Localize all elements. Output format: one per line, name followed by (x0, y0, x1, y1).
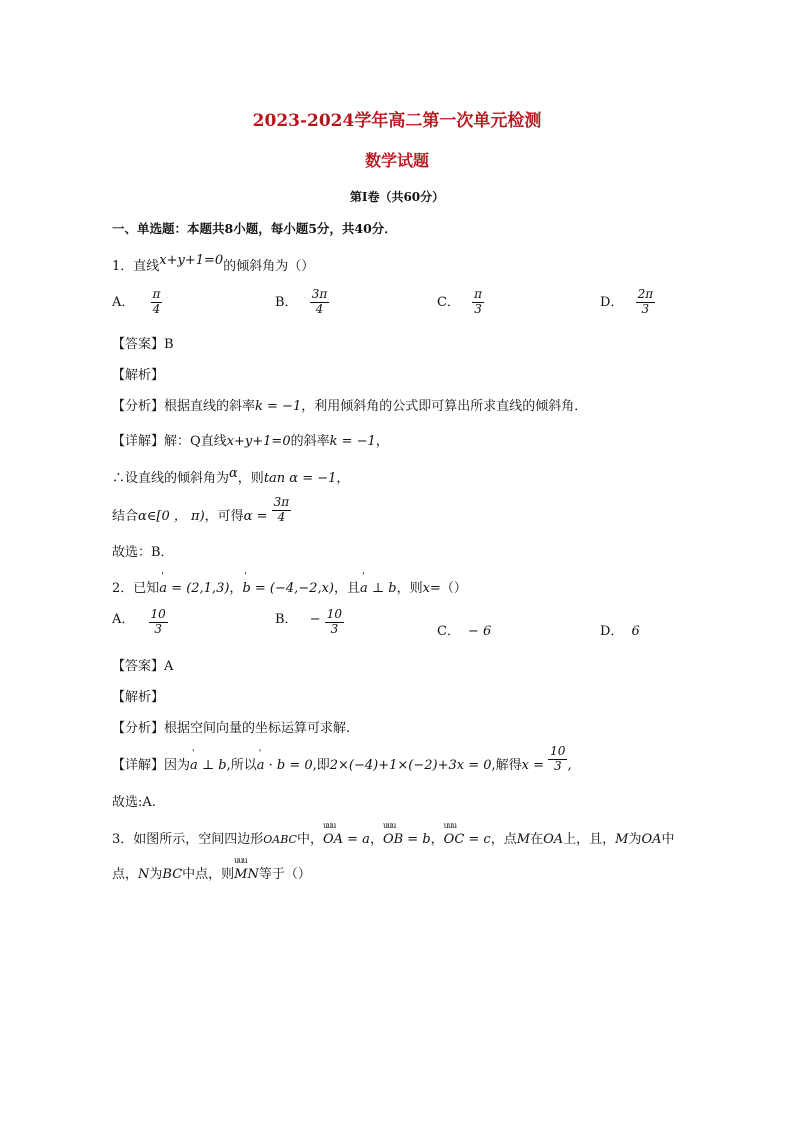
slope-expr: k = −1 (329, 434, 376, 449)
q2-post: ，则 (396, 581, 423, 596)
q3-mid: 中， (296, 832, 323, 847)
denominator: 3 (154, 621, 162, 636)
punct: ， (336, 471, 350, 486)
punct: ， (430, 832, 444, 847)
detail-text: 的斜率 (290, 434, 330, 449)
x-fraction (548, 745, 567, 774)
vector-oc: uuu OC = c (444, 832, 491, 847)
document-subtitle: 数学试题 (364, 151, 429, 170)
q1-option-b (275, 288, 329, 317)
alpha-symbol: α (229, 466, 238, 481)
q1-detail-line2 (112, 467, 349, 486)
q1-answer: 【答案】B (112, 337, 174, 352)
detail-prefix: 【详解】因为 (112, 757, 191, 773)
denominator: 3 (474, 301, 482, 316)
punct: ， (229, 581, 243, 596)
q3-text: 点， (112, 867, 139, 882)
detail-text: 直线 (200, 434, 227, 449)
part-heading: 第Ⅰ卷（共60分） (349, 190, 445, 204)
x-eq: x= (422, 581, 441, 596)
q1-option-d (600, 288, 655, 317)
question-3-stem-line2 (112, 863, 311, 882)
q2-choose: 故选:A. (112, 795, 156, 810)
segment-bc: BC (162, 867, 183, 882)
option-label: B． (275, 294, 298, 310)
detail-prefix: 【详解】解： (112, 434, 191, 449)
q2-option-c (437, 620, 491, 639)
alpha-fraction (272, 496, 292, 525)
point-m: M (615, 832, 629, 847)
detail-text: ∴设直线的倾斜角为 (112, 471, 230, 486)
numerator: 10 (326, 607, 343, 621)
numerator: 2π (637, 287, 654, 301)
segment-oa: OA (641, 832, 662, 847)
minus-sign: − (309, 611, 321, 627)
question-1-stem (112, 255, 314, 274)
detail-text: ,解得 (491, 757, 522, 773)
q1-pre: 1．直线 (112, 259, 160, 274)
q2-end: （） (440, 581, 467, 596)
numerator: 3π (273, 495, 290, 509)
q3-text: 等于（） (258, 867, 311, 882)
q1-expr: x+y+1=0 (159, 253, 224, 268)
perp-expr: ' a ⊥ b (360, 581, 397, 596)
q1-choose: 故选：B． (112, 545, 174, 560)
numerator: 3π (311, 287, 328, 301)
q2-option-b (275, 608, 344, 637)
numerator: 10 (150, 607, 166, 621)
dot-expr: ' a · b = 0 (257, 758, 313, 773)
detail-text: ，可得 (204, 508, 244, 524)
option-label: A． (112, 611, 135, 627)
punct: , (567, 757, 572, 773)
equation: 2×(−4)+1×(−2)+3x = 0 (329, 757, 492, 773)
option-fraction (149, 608, 168, 637)
q3-text: 在 (530, 832, 544, 847)
option-fraction (325, 608, 344, 637)
q1-option-a (112, 288, 162, 317)
option-value: − 6 (467, 624, 492, 639)
q3-text: 为 (149, 867, 163, 882)
vector-ob: uuu OB = b (383, 832, 431, 847)
vector-a-expr: ' a = (2,1,3) (159, 581, 229, 596)
q3-text: 中 (661, 832, 675, 847)
analysis-text: 【分析】根据直线的斜率 (112, 399, 256, 414)
detail-text: ,所以 (226, 757, 257, 773)
tan-expr: tan α = −1 (263, 471, 337, 486)
option-label: B． (275, 611, 298, 627)
section-heading: 一、单选题：本题共8小题，每小题5分，共40分． (112, 221, 397, 236)
option-fraction (151, 288, 163, 317)
numerator: 10 (550, 744, 566, 758)
q3-text: ，点 (490, 832, 517, 847)
denominator: 3 (641, 301, 650, 316)
numerator: π (152, 287, 161, 301)
vector-b-expr: ' b = (−4,−2,x) (242, 581, 334, 596)
q1-post: 的倾斜角为（） (223, 259, 315, 274)
q2-option-a (112, 608, 168, 637)
q2-answer: 【答案】A (112, 659, 174, 674)
q2-pre: 2．已知 (112, 581, 160, 596)
q1-analysis-head: 【解析】 (112, 368, 165, 383)
perp-expr: ' a ⊥ b (190, 758, 227, 773)
denominator: 4 (277, 509, 286, 524)
q2-analysis: 【分析】根据空间向量的坐标运算可求解. (112, 721, 351, 736)
segment-oa: OA (543, 832, 564, 847)
q3-pre: 3．如图所示，空间四边形 (112, 832, 264, 847)
alpha-eq: α = (243, 508, 268, 524)
numerator: π (474, 287, 482, 301)
option-label: D． (600, 624, 624, 639)
option-label: C． (437, 294, 460, 310)
option-fraction (310, 288, 330, 317)
denominator: 4 (152, 301, 161, 316)
slope-expr: k = −1 (255, 399, 302, 414)
option-label: A． (112, 294, 135, 310)
option-label: D． (600, 294, 624, 310)
q2-analysis-head: 【解析】 (112, 690, 165, 705)
denominator: 3 (553, 758, 562, 773)
analysis-text-end: ，利用倾斜角的公式即可算出所求直线的倾斜角． (301, 399, 588, 414)
vector-oa: uuu OA = a (323, 832, 370, 847)
alpha-range: α∈[0 ， π) (138, 508, 205, 524)
q3-text: 上，且， (563, 832, 616, 847)
option-fraction (636, 288, 656, 317)
q3-text: 中点，则 (182, 867, 235, 882)
punct: ， (375, 434, 389, 449)
point-n: N (138, 867, 150, 882)
q2-detail (112, 745, 572, 774)
point-m: M (516, 832, 531, 847)
q2-option-d (600, 620, 640, 639)
option-fraction (472, 288, 484, 317)
q1-analysis (112, 395, 587, 414)
q1-detail (112, 430, 389, 449)
option-value: 6 (631, 624, 640, 639)
q3-text: 为 (628, 832, 642, 847)
since-symbol: Q (190, 434, 201, 449)
punct: ， (369, 832, 383, 847)
q1-option-c (437, 288, 484, 317)
q2-mid: ，且 (333, 581, 360, 596)
detail-text: ，则 (237, 471, 264, 486)
quad-name: OABC (263, 833, 297, 846)
denominator: 4 (315, 301, 324, 316)
x-eq: x = (521, 757, 545, 773)
vector-mn: uuu MN (234, 867, 259, 882)
denominator: 3 (330, 621, 339, 636)
detail-text: ,即 (312, 757, 330, 773)
document-title: 2023-2024学年高二第一次单元检测 (252, 111, 542, 131)
option-label: C． (437, 624, 460, 639)
line-equation: x+y+1=0 (226, 434, 291, 449)
question-3-stem (112, 828, 675, 847)
question-2-stem (112, 577, 467, 596)
detail-text: 结合 (112, 508, 139, 524)
q1-detail-line3 (112, 496, 291, 525)
